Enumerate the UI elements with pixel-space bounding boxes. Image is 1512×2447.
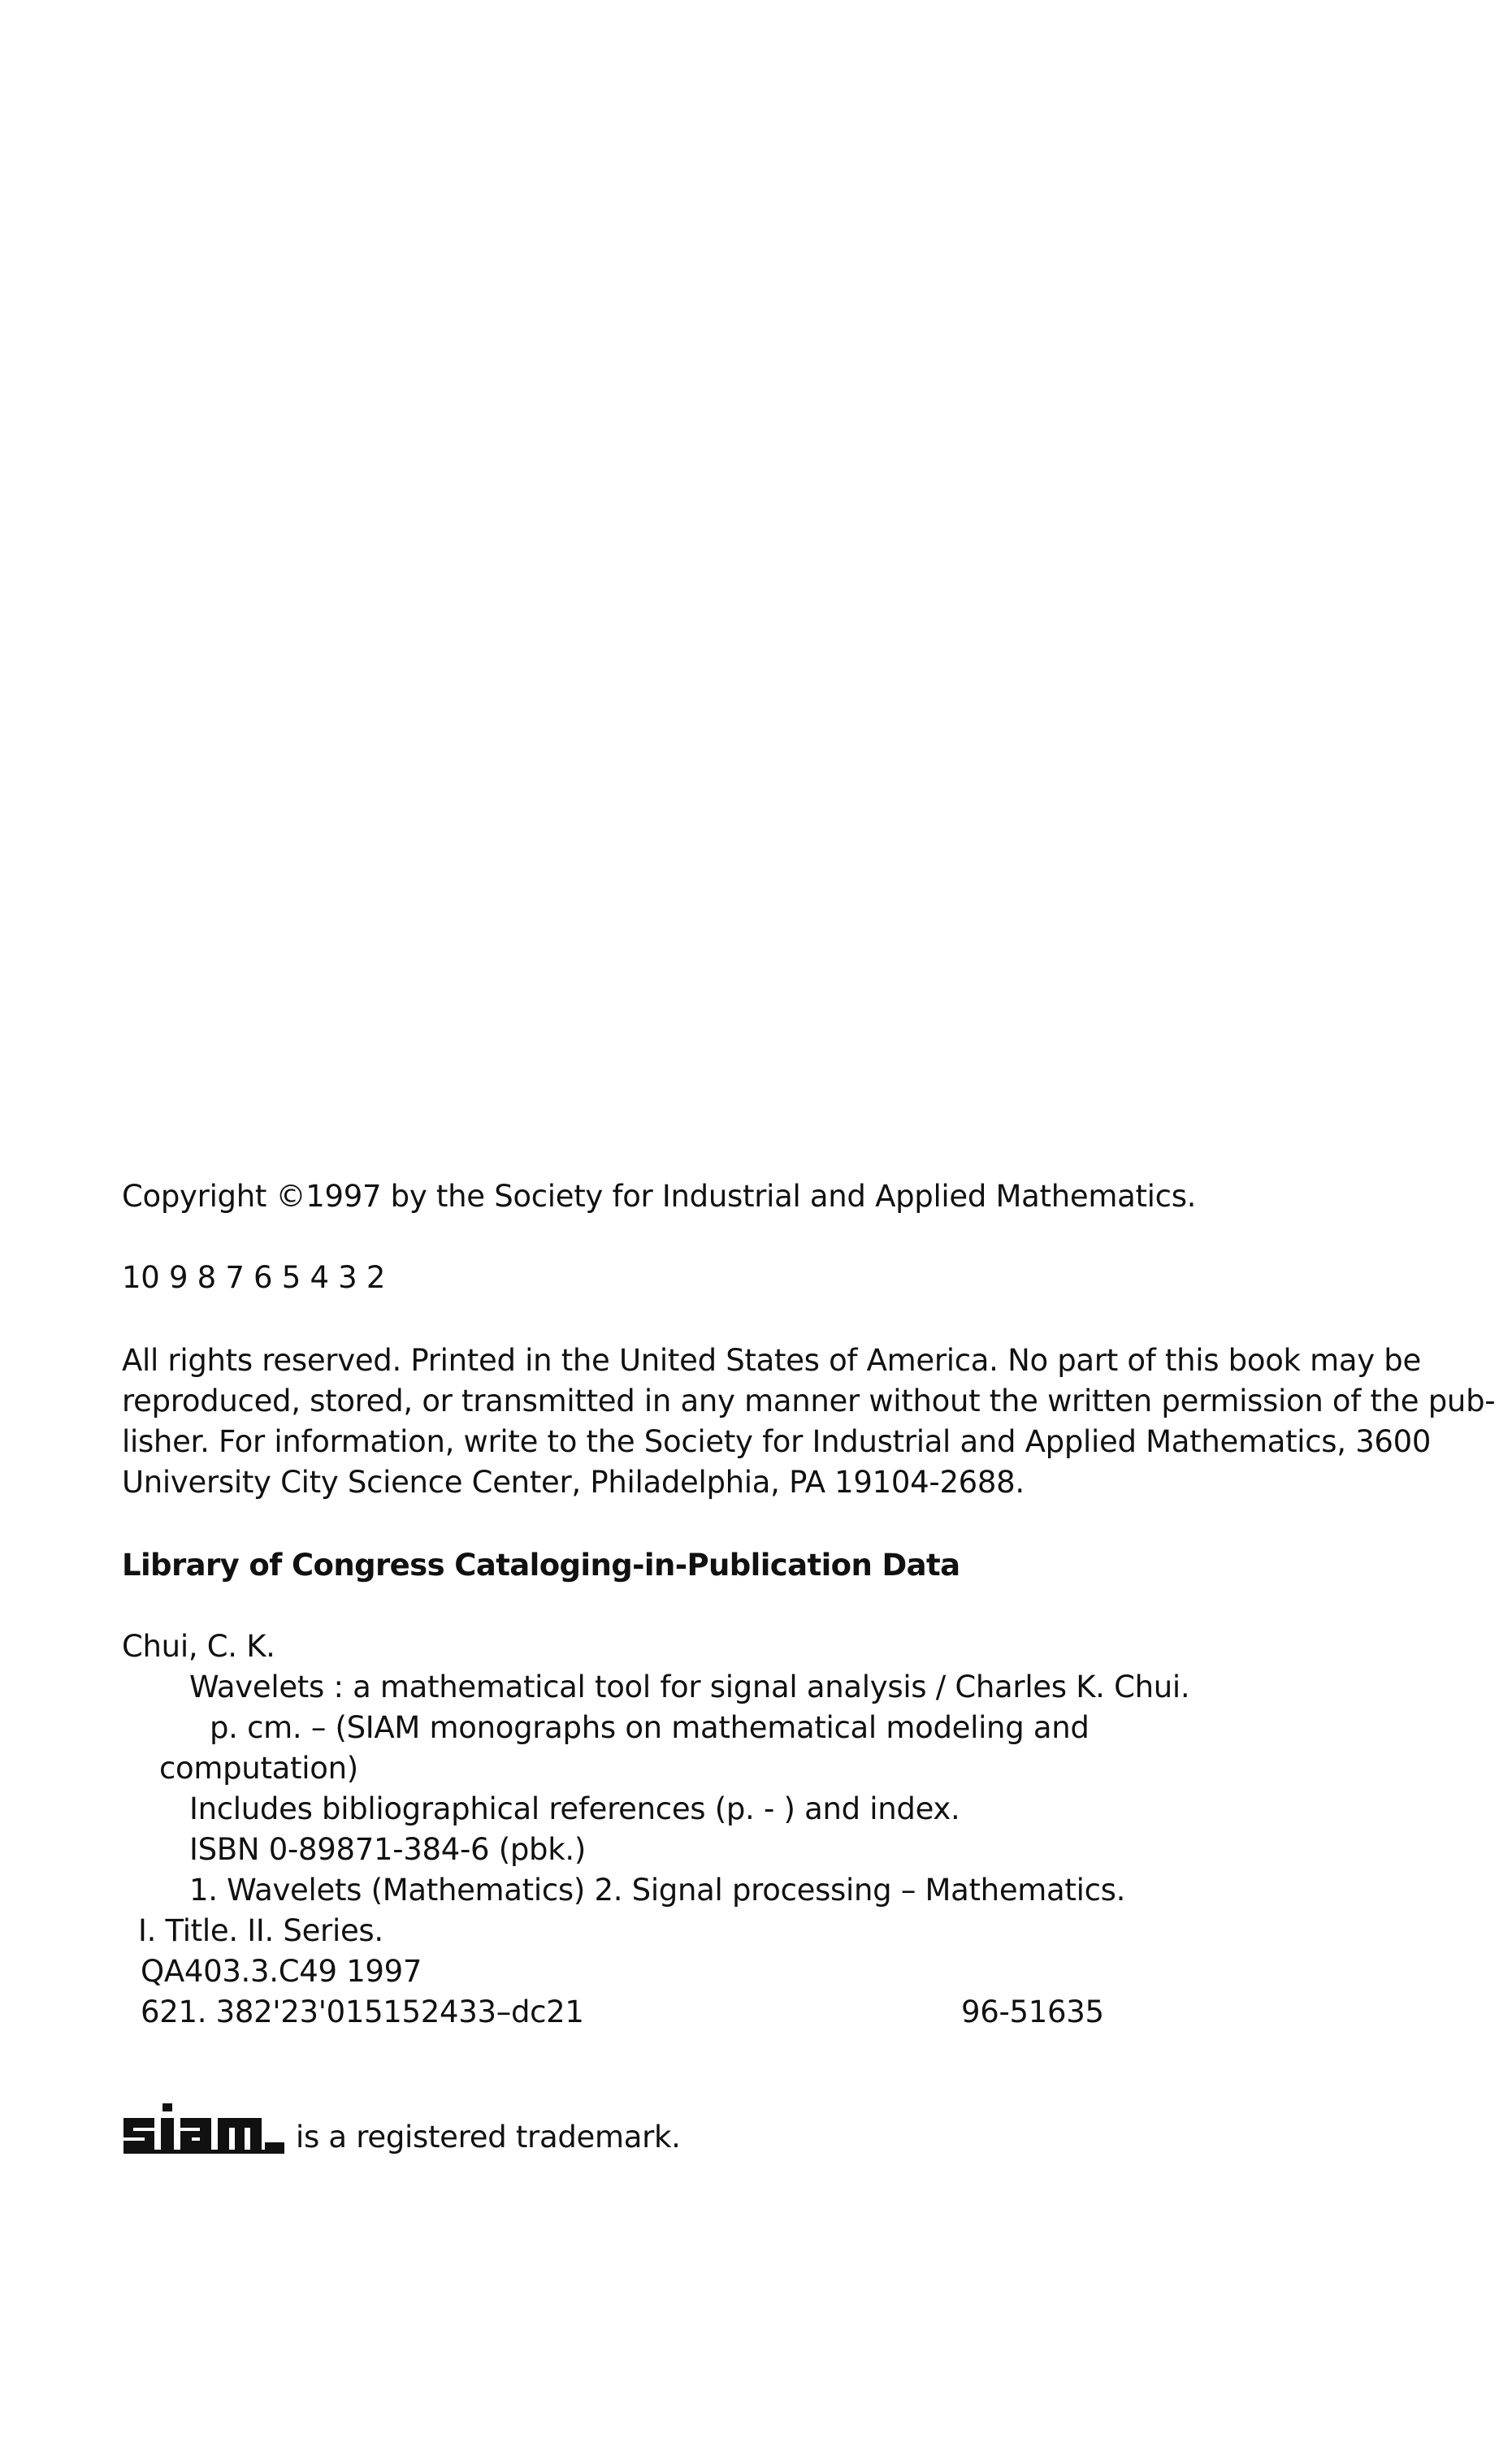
cip-subjects-line: 1. Wavelets (Mathematics) 2. Signal processing – Mathematics. [189,1873,1126,1908]
printing-line: 10 9 8 7 6 5 4 3 2 [122,1260,386,1295]
trademark-statement: is a registered trademark. [296,2120,681,2155]
siam-logo [122,2103,287,2154]
rights-line: University City Science Center, Philadelphia, PA 19104-2688. [122,1465,1025,1500]
cip-added-entries: I. Title. II. Series. [138,1913,383,1948]
cip-author: Chui, C. K. [122,1629,275,1664]
cip-lc-call-number: QA403.3.C49 1997 [141,1954,422,1989]
copyright-notice: Copyright ©1997 by the Society for Industrial and Applied Mathematics. [122,1179,1197,1214]
rights-line: lisher. For information, write to the Society for Industrial and Applied Mathematics, 3600 [122,1424,1432,1459]
cip-lccn: 96-51635 [961,1994,1104,2029]
rights-line: All rights reserved. Printed in the United States of America. No part of this book may be [122,1343,1421,1378]
cip-isbn-line: ISBN 0-89871-384-6 (pbk.) [189,1832,586,1867]
rights-line: reproduced, stored, or transmitted in any manner without the written permission of the pub- [122,1384,1496,1418]
cip-series-line: p. cm. – (SIAM monographs on mathematical modeling and [210,1710,1090,1745]
cip-title-line: Wavelets : a mathematical tool for signal analysis / Charles K. Chui. [189,1670,1190,1704]
cip-dewey-number: 621. 382'23'015152433–dc21 [141,1994,584,2029]
cip-notes-line: Includes bibliographical references (p. - ) and index. [189,1791,960,1826]
cip-heading: Library of Congress Cataloging-in-Publication Data [122,1548,960,1583]
cip-series-line-continued: computation) [159,1751,358,1786]
